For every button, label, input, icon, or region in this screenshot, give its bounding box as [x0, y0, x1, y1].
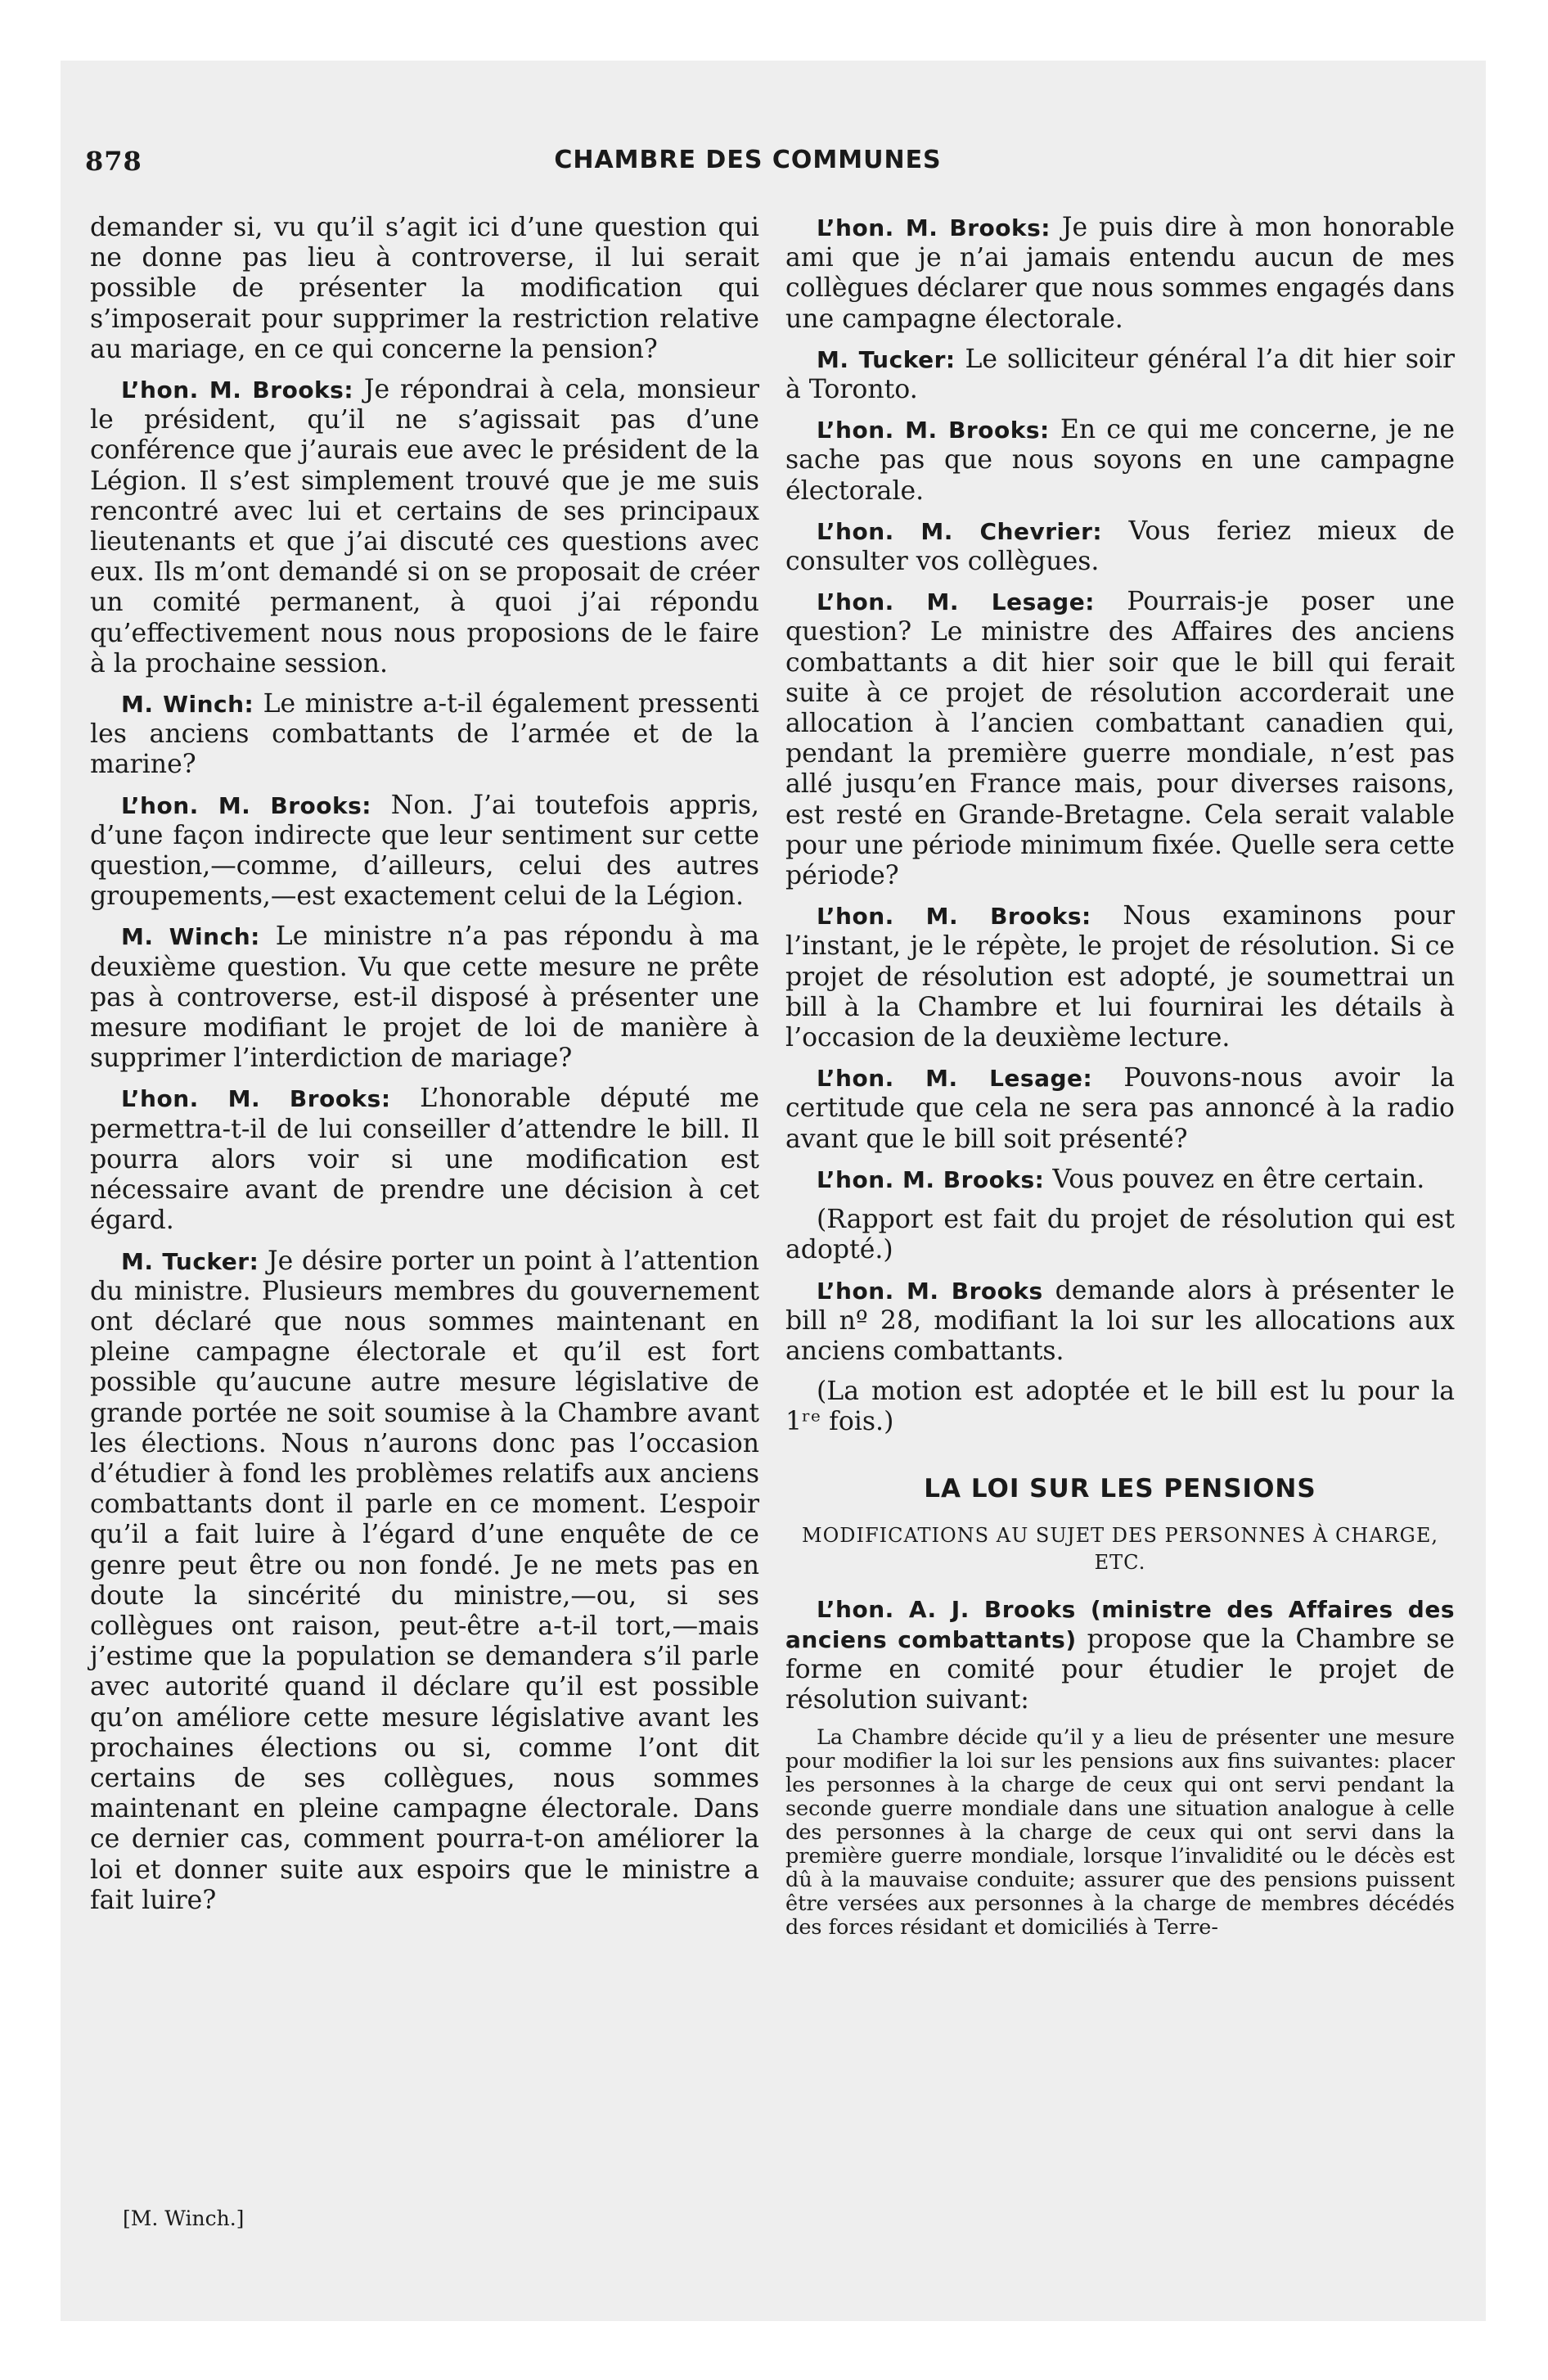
speaker-name: L’hon. M. Brooks: [817, 1277, 1043, 1305]
paragraph: [785, 1205, 1455, 1265]
paragraph: [90, 689, 759, 781]
speaker-name: L’hon. M. Brooks:: [121, 1085, 391, 1113]
speaker-name: L’hon. M. Brooks:: [817, 903, 1091, 931]
paragraph: [785, 1063, 1455, 1155]
paragraph: [90, 213, 759, 365]
speaker-name: L’hon. M. Brooks:: [817, 214, 1051, 241]
speaker-name: L’hon. M. Brooks:: [817, 417, 1050, 444]
speaker-name: L’hon. M. Brooks:: [817, 1165, 1045, 1193]
paragraph: [785, 1276, 1455, 1368]
speaker-name: L’hon. A. J. Brooks (ministre des Affaires des anciens combattants): [785, 1595, 1455, 1653]
paragraph: [90, 922, 759, 1074]
paragraph-text: Vous pouvez en être certain.: [1052, 1164, 1425, 1194]
speaker-name: M. Winch:: [121, 923, 260, 951]
paragraph-text: (La motion est adoptée et le bill est lu pour la 1ʳᵉ fois.): [785, 1377, 1455, 1437]
running-head: CHAMBRE DES COMMUNES: [554, 146, 942, 174]
paragraph-text: Vous feriez mieux de consulter vos collègues.: [785, 516, 1455, 577]
paragraph: [90, 791, 759, 913]
paragraph-text: Pouvons-nous avoir la certitude que cela ne sera pas annoncé à la radio avant que le bill soit présenté?: [785, 1063, 1455, 1154]
speaker-name: L’hon. M. Lesage:: [817, 1065, 1093, 1093]
paragraph-text: Le solliciteur général l’a dit hier soir à Toronto.: [785, 344, 1456, 405]
paragraph-text: demander si, vu qu’il s’agit ici d’une question qui ne donne pas lieu à controverse, il lui serait possible de présenter la modification qui s’imposerait pour supprimer la restriction relative au mariage, en ce qui concerne la pension?: [90, 213, 759, 364]
paragraph-text: Pourrais-je poser une question? Le ministre des Affaires des anciens combattants a dit hier soir que le bill qui ferait suite à ce projet de résolution accorderait une allocation à l’ancien combattant canadien qui, pendant la première guerre mondiale, n’est pas allé jusqu’en France mais, pour diverses raisons, est resté en Grande-Bretagne. Cela serait valable pour une période minimum fixée. Quelle sera cette période?: [785, 587, 1456, 891]
paragraph-text: Le ministre a-t-il également pressenti les anciens combattants de l’armée et de la marine?: [90, 689, 759, 780]
page-number: 878: [85, 146, 142, 177]
paragraph: [785, 415, 1455, 507]
paragraph: [785, 345, 1455, 405]
paragraph: [785, 587, 1455, 891]
speaker-name: L’hon. M. Brooks:: [121, 376, 354, 404]
paragraph: [785, 1594, 1455, 1716]
left-column: [90, 213, 759, 1926]
paragraph: [785, 516, 1455, 577]
resolution-text: La Chambre décide qu’il y a lieu de présenter une mesure pour modifier la loi sur les pensions aux fins suivantes: placer les personnes à la charge de ceux qui ont servi pendant la seconde guerre mondiale dans une situation analogue à celle des personnes à la charge de ceux qui ont servi dans la première guerre mondiale, lorsque l’invalidité ou le décès est dû à la mauvaise conduite; assurer que des pensions puissent être versées aux personnes à la charge de membres décédés des forces résidant et domiciliés à Terre-: [785, 1724, 1455, 1940]
paragraph: [90, 375, 759, 679]
speaker-name: M. Tucker:: [121, 1247, 259, 1275]
speaker-name: L’hon. M. Brooks:: [121, 791, 371, 819]
paragraph-text: Le ministre n’a pas répondu à ma deuxième question. Vu que cette mesure ne prête pas à controverse, est-il disposé à présenter une mesure modifiant le projet de loi de manière à supprimer l’interdiction de mariage?: [90, 922, 760, 1074]
paragraph-text: demande alors à présenter le bill nº 28, modifiant la loi sur les allocations aux anciens combattants.: [785, 1275, 1455, 1366]
paragraph: [90, 1246, 759, 1916]
paragraph: [785, 901, 1455, 1053]
right-column: [785, 213, 1455, 1950]
speaker-name: M. Winch:: [121, 691, 254, 719]
paragraph-text: propose que la Chambre se forme en comité pour étudier le projet de résolution suivant:: [785, 1624, 1455, 1715]
paragraph: [90, 1084, 759, 1236]
paragraph-text: L’honorable député me permettra-t-il de lui conseiller d’attendre le bill. Il pourra alors voir si une modification est nécessaire avant de prendre une décision à cet égard.: [90, 1084, 759, 1236]
footer-note: [M. Winch.]: [123, 2206, 245, 2230]
speaker-name: L’hon. M. Lesage:: [817, 588, 1095, 616]
paragraph-text: (Rapport est fait du projet de résolution qui est adopté.): [785, 1205, 1455, 1265]
paragraph-text: Je puis dire à mon honorable ami que je n’ai jamais entendu aucun de mes collègues déclarer que nous sommes engagés dans une campagne électorale.: [785, 213, 1455, 334]
section-subtitle: MODIFICATIONS AU SUJET DES PERSONNES À CHARGE, ETC.: [802, 1523, 1438, 1574]
paragraph: [785, 1165, 1455, 1195]
speaker-name: M. Tucker:: [817, 345, 956, 373]
section-title: LA LOI SUR LES PENSIONS: [924, 1473, 1316, 1503]
paragraph: [785, 1377, 1455, 1437]
paragraph: [785, 213, 1455, 335]
paragraph-text: En ce qui me concerne, je ne sache pas que nous soyons en une campagne électorale.: [785, 415, 1455, 506]
paragraph-text: Je répondrai à cela, monsieur le président, qu’il ne s’agissait pas d’une conférence que j’aurais eue avec le président de la Légion. Il s’est simplement trouvé que je me suis rencontré avec lui et certains de ses principaux lieutenants et que j’ai discuté ces questions avec eux. Ils m’ont demandé si on se proposait de créer un comité permanent, à quoi j’ai répondu qu’effectivement nous nous proposions de le faire à la prochaine session.: [90, 375, 759, 678]
paragraph-text: Je désire porter un point à l’attention du ministre. Plusieurs membres du gouvernement ont déclaré que nous sommes maintenant en pleine campagne électorale et qu’il est fort possible qu’aucune autre mesure législative de grande portée ne soit soumise à la Chambre avant les élections. Nous n’aurons donc pas l’occasion d’étudier à fond les problèmes relatifs aux anciens combattants dont il parle en ce moment. L’espoir qu’il a fait luire à l’égard d’une enquête de ce genre peut être ou non fondé. Je ne mets pas en doute la sincérité du ministre,—ou, si ses collègues ont raison, peut-être a-t-il tort,—mais j’estime que la population se demandera s’il parle avec autorité quand il déclare qu’il est possible qu’on améliore cette mesure législative avant les prochaines élections ou si, comme l’ont dit certains de ses collègues, nous sommes maintenant en pleine campagne électorale. Dans ce dernier cas, comment pourra-t-on améliorer la loi et donner suite aux espoirs que le ministre a fait luire?: [90, 1246, 760, 1915]
page-header: [85, 146, 1411, 187]
speaker-name: L’hon. M. Chevrier:: [817, 517, 1103, 545]
paragraph-text: Nous examinons pour l’instant, je le répète, le projet de résolution. Si ce projet de résolution est adopté, je soumettrai un bill à la Chambre et lui fournirai les détails à l’occasion de la deuxième lecture.: [785, 901, 1455, 1053]
paragraph-text: Non. J’ai toutefois appris, d’une façon indirecte que leur sentiment sur cette question,—comme, d’ailleurs, celui des autres groupements,—est exactement celui de la Légion.: [90, 790, 760, 912]
